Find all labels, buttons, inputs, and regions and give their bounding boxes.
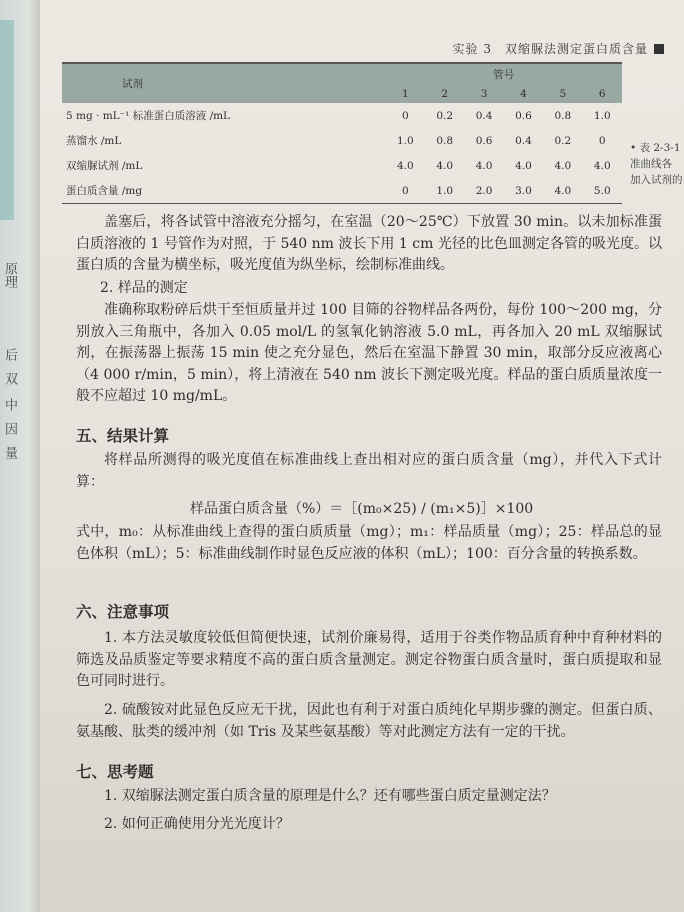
cell: 4.0 xyxy=(515,159,532,172)
margin-word: 中 xyxy=(2,398,17,411)
table-header-row xyxy=(62,63,622,85)
caption-line: 准曲线各 xyxy=(630,158,672,170)
left-page-edge xyxy=(0,0,40,912)
cell: 5.0 xyxy=(583,178,622,204)
margin-word: 后 xyxy=(2,348,17,361)
margin-word: 双 xyxy=(2,372,17,385)
row-label: 蛋白质含量 /mg xyxy=(62,178,386,204)
row-label: 蒸馏水 /mL xyxy=(66,135,122,147)
table-header-reagent: 试剂 xyxy=(122,78,143,90)
standard-curve-table xyxy=(62,62,622,204)
running-head xyxy=(453,40,664,57)
row-label: 双缩脲试剂 /mL xyxy=(66,160,143,172)
caption-line: 加入试剂的 xyxy=(630,174,683,186)
cell: 0.6 xyxy=(475,134,493,147)
margin-word: 因 xyxy=(2,422,17,435)
formula: 样品蛋白质含量（%）＝［(m₀×25) / (m₁×5)］×100 xyxy=(190,501,534,517)
subheading-sample-measurement: 2. 样品的测定 xyxy=(100,280,188,296)
paragraph-note-2: 2. 硫酸铵对此显色反应无干扰，因此也有利于对蛋白质纯化早期步骤的测定。但蛋白质、氨基酸、肽类的缓冲剂（如 Tris 及某些氨基酸）等对此测定方法有一定的干扰。 xyxy=(76,702,662,740)
cell: 4.0 xyxy=(593,159,611,172)
table-row xyxy=(62,128,622,153)
cell: 4.0 xyxy=(475,159,493,172)
table-caption xyxy=(630,140,683,188)
cell: 4.0 xyxy=(543,178,582,204)
caption-line: • 表 2-3-1 xyxy=(630,142,681,154)
table-row xyxy=(62,103,622,128)
cell: 0.6 xyxy=(515,109,532,122)
table-row xyxy=(62,178,622,204)
cell: 1.0 xyxy=(396,134,414,147)
running-head-text: 实验 3 双缩脲法测定蛋白质含量 xyxy=(452,42,648,56)
cell: 0.8 xyxy=(436,134,454,147)
cell: 3.0 xyxy=(504,178,543,204)
cell: 1.0 xyxy=(425,178,464,204)
table-header-tube: 管号 xyxy=(493,69,515,81)
cell: 0.8 xyxy=(554,109,572,122)
cell: 0.4 xyxy=(515,134,532,147)
cell: 0 xyxy=(401,109,409,122)
cell: 0.2 xyxy=(436,109,454,122)
square-icon xyxy=(654,44,664,54)
section-heading-notes: 六、注意事项 xyxy=(76,603,170,621)
tube-number: 2 xyxy=(441,88,449,100)
left-page-strip xyxy=(0,20,14,220)
paragraph-formula-notes: 式中，m₀：从标准曲线上查得的蛋白质质量（mg）；m₁：样品质量（mg）；25：样品总的显色体积（mL）；5：标准曲线制作时显色反应液的体积（mL）；100：百分含量的转换系数。 xyxy=(76,524,662,562)
question-1: 1. 双缩脲法测定蛋白质含量的原理是什么？还有哪些蛋白质定量测定法？ xyxy=(104,788,556,804)
cell: 1.0 xyxy=(593,109,611,122)
paragraph-note-1: 1. 本方法灵敏度较低但简便快速，试剂价廉易得，适用于谷类作物品质育种中育种材料的筛选及品质鉴定等要求精度不高的蛋白质含量测定。测定谷物蛋白质含量时，蛋白质提取和显色可同时进行。 xyxy=(76,630,662,689)
cell: 4.0 xyxy=(396,159,414,172)
section-heading-results: 五、结果计算 xyxy=(76,427,170,445)
paragraph-sample-measurement: 准确称取粉碎后烘干至恒质量并过 100 目筛的谷物样品各两份，每份 100～200 mg，分别放入三角瓶中，各加入 0.05 mol/L 的氢氧化钠溶液 5.0 mL，再各加入 20 mL 双缩脲试剂，在振荡器上振荡 15 min 使之充分显色，然后在室温下静置 30 min，取部分反应液离心（4 000 r/min，5 min），将上清液在 540 nm 波长下测定吸光度。样品的蛋白质质量浓度一般不应超过 10 mg/mL。 xyxy=(76,302,662,404)
row-label: 5 mg · mL⁻¹ 标准蛋白质溶液 /mL xyxy=(66,110,231,122)
paragraph-results: 将样品所测得的吸光度值在标准曲线上查出相对应的蛋白质含量（mg），并代入下式计算： xyxy=(76,452,662,490)
cell: 2.0 xyxy=(464,178,503,204)
margin-word: 量 xyxy=(2,446,17,459)
tube-number: 3 xyxy=(480,88,488,100)
tube-number: 6 xyxy=(598,88,606,100)
cell: 4.0 xyxy=(436,159,454,172)
question-2: 2. 如何正确使用分光光度计？ xyxy=(104,816,290,832)
book-page xyxy=(40,0,684,912)
tube-number: 1 xyxy=(401,88,409,100)
cell: 0 xyxy=(598,134,606,147)
table-row xyxy=(62,153,622,178)
cell: 0 xyxy=(386,178,425,204)
paragraph-standard-curve: 盖塞后，将各试管中溶液充分摇匀，在室温（20～25℃）下放置 30 min。以未加标准蛋白质溶液的 1 号管作为对照，于 540 nm 波长下用 1 cm 光径的比色皿测定各管的吸光度。以蛋白质的含量为横坐标，吸光度值为纵坐标，绘制标准曲线。 xyxy=(76,214,662,273)
section-heading-questions: 七、思考题 xyxy=(76,763,154,781)
cell: 0.2 xyxy=(554,134,572,147)
tube-number: 4 xyxy=(520,88,527,100)
cell: 4.0 xyxy=(554,159,572,172)
tube-number: 5 xyxy=(559,88,567,100)
margin-word: 原理 xyxy=(2,262,17,288)
cell: 0.4 xyxy=(475,109,493,122)
